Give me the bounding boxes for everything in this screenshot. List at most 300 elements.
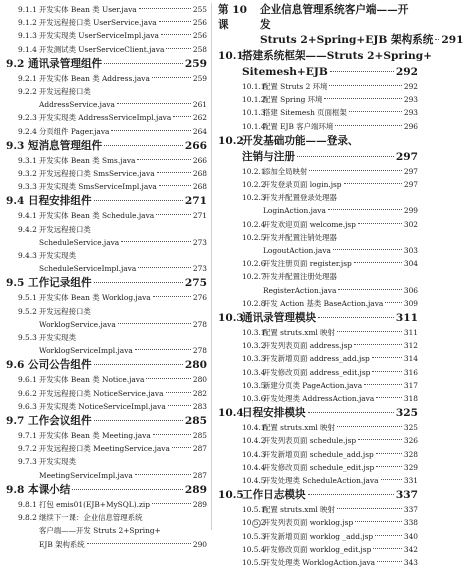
toc-subsection-entry-continued: [218, 204, 418, 217]
toc-leader-dots: [376, 397, 402, 398]
toc-entry-number: 9.6.2: [18, 388, 37, 398]
toc-page-number: 271: [192, 211, 207, 221]
toc-page-number: 259: [184, 57, 207, 70]
toc-entry-number: 10.1.1: [242, 82, 266, 91]
toc-page-number: 262: [192, 113, 207, 123]
toc-entry-number: 10.5.5: [242, 558, 266, 568]
toc-leader-dots: [111, 130, 190, 131]
toc-leader-dots: [138, 267, 191, 268]
toc-page-number: 343: [403, 558, 418, 568]
toc-page-number: 325: [395, 407, 418, 420]
toc-entry-title: 企业信息管理系统客户端——开发: [260, 4, 409, 31]
toc-entry-title: 通讯录管理模块: [242, 312, 317, 325]
toc-leader-dots: [153, 296, 191, 297]
toc-entry-number: 10.2.4: [242, 219, 266, 229]
toc-leader-dots: [324, 98, 401, 99]
toc-entry-number: 9.3.2: [18, 169, 37, 179]
toc-entry-number: 10.4.5: [242, 476, 266, 486]
toc-leader-dots: [172, 447, 191, 448]
toc-section-entry: [6, 357, 207, 373]
toc-chapter-entry: [218, 3, 418, 33]
toc-page-number: 304: [403, 259, 418, 269]
toc-entry-number: 10.3.5: [242, 380, 266, 390]
toc-entry-number: 10.4.1: [242, 423, 266, 433]
toc-entry-title: 开发实体 Bean 类 Worklog.java: [39, 293, 151, 303]
toc-section-entry: [218, 133, 418, 149]
toc-page-number: 278: [192, 346, 207, 356]
toc-entry-title: 开发修改页面 address_edit.jsp: [263, 367, 371, 377]
toc-entry-number: 10.3.6: [242, 394, 266, 404]
toc-entry-number: 9.4.2: [18, 224, 37, 234]
toc-subsection-entry: [218, 120, 418, 133]
toc-entry-title: 工作日志模块: [242, 489, 306, 502]
toc-subsection-entry: [6, 125, 207, 138]
toc-entry-number: 10.5.2: [242, 518, 266, 528]
toc-subsection-entry-continued: [6, 236, 207, 249]
toc-entry-title: MeetingServiceImpl.java: [39, 470, 133, 480]
toc-entry-number: 10.2.5: [242, 232, 266, 242]
toc-leader-dots: [333, 249, 402, 250]
toc-entry-title: LogoutAction.java: [263, 246, 331, 256]
toc-leader-dots: [337, 508, 402, 509]
toc-subsection-entry: [6, 387, 207, 400]
toc-leader-dots: [94, 200, 183, 201]
toc-leader-dots: [104, 145, 183, 146]
toc-page-number: 280: [184, 359, 207, 372]
toc-page-number: 259: [192, 73, 207, 83]
toc-entry-number: 10.3: [218, 312, 244, 325]
toc-page-number: 342: [403, 544, 418, 554]
toc-page-number: 297: [403, 166, 418, 176]
toc-subsection-entry: [6, 400, 207, 413]
toc-entry-number: 10.4.4: [242, 462, 266, 472]
toc-page-number: 268: [192, 182, 207, 192]
toc-entry-number: 9.7: [6, 415, 25, 428]
toc-section-entry: [6, 482, 207, 498]
toc-entry-title: 工作记录组件: [28, 277, 92, 290]
toc-subsection-entry: [6, 154, 207, 167]
toc-entry-title: 开发实体 Bean 类 User.java: [39, 5, 137, 14]
toc-page-number: 266: [192, 155, 207, 165]
toc-entry-number: 9.6: [6, 359, 25, 372]
toc-subsection-entry: [218, 165, 418, 178]
toc-entry-title: 开发并配置注销处理器: [263, 232, 337, 242]
toc-page-number: 261: [192, 100, 207, 110]
toc-subsection-entry: [218, 434, 418, 447]
toc-subsection-entry: [218, 106, 418, 119]
toc-entry-title: 分页组件 Pager.java: [39, 126, 110, 136]
toc-subsection-entry-continued: [218, 284, 418, 297]
toc-entry-number: 10.2.6: [242, 259, 266, 269]
toc-leader-dots: [354, 344, 402, 345]
toc-entry-title: 通讯录管理组件: [28, 57, 103, 70]
toc-page-number: 297: [403, 180, 418, 190]
toc-entry-title: 配置 EJB 客户端环境: [263, 121, 334, 131]
toc-entry-title: 开发列表页面 worklog.jsp: [263, 518, 354, 528]
toc-leader-dots: [358, 223, 402, 224]
toc-leader-dots: [308, 494, 394, 495]
toc-page-number: 312: [403, 341, 418, 351]
toc-subsection-entry: [218, 461, 418, 474]
toc-subsection-entry: [218, 392, 418, 405]
toc-subsection-entry-continued: [6, 524, 207, 537]
toc-entry-title: 开发列表页面 schedule.jsp: [263, 436, 357, 446]
toc-leader-dots: [308, 412, 394, 413]
toc-entry-title: 工作会议组件: [28, 415, 92, 428]
toc-entry-number: 10.5.3: [242, 531, 266, 541]
toc-entry-number: 9.4.1: [18, 211, 37, 221]
toc-entry-number: 10.2.7: [242, 272, 266, 282]
toc-section-entry: [218, 48, 433, 64]
toc-leader-dots: [153, 434, 191, 435]
toc-page-number: 287: [192, 444, 207, 454]
toc-subsection-entry-continued: [6, 538, 207, 551]
toc-entry-number: 10.2.2: [242, 180, 266, 190]
toc-section-entry: [218, 487, 418, 503]
toc-entry-title: 开发修改页面 schedule_edit.jsp: [263, 462, 375, 472]
toc-entry-title: 开发并配置注册处理器: [263, 272, 337, 282]
toc-entry-number: 9.5.2: [18, 306, 37, 316]
toc-entry-number: 10.5.4: [242, 544, 266, 554]
toc-subsection-entry: [6, 3, 207, 16]
toc-subsection-entry: [6, 85, 207, 98]
toc-entry-title: 日程安排组件: [28, 195, 92, 208]
toc-page-number: 309: [403, 298, 418, 308]
toc-page-number: 266: [184, 139, 207, 152]
toc-subsection-entry: [218, 80, 418, 93]
toc-leader-dots: [117, 103, 191, 104]
toc-entry-number: 9.8.2: [18, 513, 37, 523]
toc-entry-title: 开发实体 Bean 类 Schedule.java: [39, 211, 155, 221]
toc-entry-title: 搭建 Sitemesh 页面框架: [263, 108, 347, 118]
toc-leader-dots: [137, 159, 190, 160]
toc-page-number: 285: [184, 415, 207, 428]
toc-leader-dots: [435, 39, 439, 40]
toc-leader-dots: [344, 183, 402, 184]
toc-page-number: 317: [403, 380, 418, 390]
toc-page-number: 268: [192, 169, 207, 179]
toc-entry-title: 开发远程接口类 NoticeService.java: [39, 388, 164, 398]
toc-entry-title: 添加全局映射: [263, 166, 308, 176]
toc-entry-title: 注销与注册: [242, 150, 295, 163]
toc-leader-dots: [338, 289, 402, 290]
toc-entry-number: 10.4.2: [242, 436, 266, 446]
toc-subsection-entry: [6, 442, 207, 455]
toc-subsection-entry: [218, 191, 418, 204]
toc-leader-dots: [385, 302, 402, 303]
toc-leader-dots: [358, 439, 402, 440]
toc-entry-number: 10.3.1: [242, 328, 266, 338]
toc-leader-dots: [159, 185, 191, 186]
toc-subsection-entry: [218, 257, 418, 270]
toc-leader-dots: [104, 63, 183, 64]
toc-page-number: 331: [403, 476, 418, 486]
toc-entry-title: 开发处理类 WorklogAction.java: [263, 558, 376, 568]
toc-entry-title: 本课小结: [28, 483, 71, 496]
toc-subsection-entry: [6, 209, 207, 222]
toc-entry-number: 9.1.3: [18, 31, 37, 41]
toc-page-number: 273: [192, 237, 207, 247]
toc-subsection-entry-continued: [6, 262, 207, 275]
toc-leader-dots: [373, 548, 402, 549]
toc-entry-title: 继续下一课：企业信息管理系统: [39, 513, 143, 523]
toc-column-right: [212, 3, 464, 568]
toc-page-number: 280: [192, 375, 207, 385]
toc-leader-dots: [377, 561, 402, 562]
toc-entry-title: 配置 Struts 2 环境: [263, 82, 328, 91]
toc-entry-number: 第 10 课: [218, 4, 248, 31]
toc-entry-number: 9.2.1: [18, 73, 37, 83]
toc-leader-dots: [87, 543, 191, 544]
toc-leader-dots: [330, 71, 394, 72]
toc-leader-dots: [118, 323, 191, 324]
toc-page-number: 255: [192, 5, 207, 14]
toc-entry-title: 开发实现类 SmsServiceImpl.java: [39, 182, 157, 192]
toc-entry-number: 9.7.1: [18, 431, 37, 441]
toc-leader-dots: [376, 453, 402, 454]
toc-entry-title: 开发 Action 基类 BaseAction.java: [263, 298, 384, 308]
toc-subsection-entry: [218, 421, 418, 434]
toc-entry-number: 9.2.4: [18, 126, 37, 136]
toc-subsection-entry: [218, 543, 418, 556]
toc-entry-number: 9.4.3: [18, 251, 37, 261]
toc-page-number: 337: [395, 489, 418, 502]
toc-page-number: 256: [192, 18, 207, 28]
toc-page-number: 337: [403, 505, 418, 515]
toc-entry-number: 10.5.1: [242, 505, 266, 515]
toc-entry-title: RegisterAction.java: [263, 285, 337, 295]
toc-entry-title: 开发远程接口类: [39, 87, 91, 97]
toc-subsection-entry: [6, 498, 207, 511]
toc-entry-title: 开发处理类 AddressAction.java: [263, 394, 375, 404]
toc-column-left: [6, 3, 212, 549]
toc-entry-number: 9.6.1: [18, 375, 37, 385]
toc-entry-number: 10.1.3: [242, 108, 266, 118]
toc-leader-dots: [318, 317, 394, 318]
toc-entry-title: 开发实体 Bean 类 Address.java: [39, 73, 150, 83]
toc-leader-dots: [152, 77, 191, 78]
toc-entry-number: 9.2.3: [18, 113, 37, 123]
toc-section-entry-continued: [218, 149, 418, 165]
toc-leader-dots: [349, 111, 402, 112]
toc-leader-dots: [157, 172, 191, 173]
toc-subsection-entry: [6, 16, 207, 29]
toc-subsection-entry-continued: [6, 318, 207, 331]
toc-entry-number: 9.8.1: [18, 499, 37, 509]
toc-entry-number: 9.7.2: [18, 444, 37, 454]
toc-entry-title: WorklogServiceImpl.java: [39, 346, 133, 356]
toc-entry-number: 9.6.3: [18, 401, 37, 411]
toc-page-number: 325: [403, 423, 418, 433]
toc-leader-dots: [355, 521, 402, 522]
toc-entry-title: 开发列表页面 address.jsp: [263, 341, 353, 351]
toc-page-number: 278: [192, 319, 207, 329]
toc-subsection-entry: [218, 178, 418, 191]
toc-page-number: 340: [403, 531, 418, 541]
toc-leader-dots: [337, 426, 402, 427]
toc-entry-number: 10.1.4: [242, 121, 266, 131]
toc-page-number: 316: [403, 367, 418, 377]
toc-entry-title: 短消息管理组件: [28, 139, 103, 152]
toc-entry-title: 开发远程接口类 UserService.java: [39, 18, 157, 28]
toc-entry-number: 9.1.4: [18, 44, 37, 54]
toc-entry-number: 9.1.2: [18, 18, 37, 28]
toc-section-entry: [218, 405, 418, 421]
toc-entry-title: ScheduleService.java: [39, 237, 120, 247]
toc-page-number: 292: [403, 82, 418, 91]
toc-page-number: 256: [192, 31, 207, 41]
toc-subsection-entry: [218, 339, 418, 352]
toc-subsection-entry: [6, 331, 207, 344]
toc-leader-dots: [156, 214, 191, 215]
toc-page-number: 303: [403, 246, 418, 256]
toc-leader-dots: [381, 479, 402, 480]
toc-page-number: 258: [192, 44, 207, 54]
toc-page-number: 287: [192, 470, 207, 480]
toc-entry-title: 开发实现类 AddressServiceImpl.java: [39, 113, 172, 123]
toc-entry-number: 9.3.1: [18, 155, 37, 165]
toc-entry-number: 9.2.2: [18, 87, 37, 97]
toc-leader-dots: [139, 8, 191, 9]
toc-subsection-entry: [6, 429, 207, 442]
toc-entry-title: 开发修改页面 worklog_edit.jsp: [263, 544, 372, 554]
toc-page-number: 338: [403, 518, 418, 528]
toc-page-number: 326: [403, 436, 418, 446]
toc-entry-number: 10.1: [218, 50, 244, 62]
toc-leader-dots: [329, 85, 401, 86]
toc-entry-number: 9.8: [6, 483, 25, 496]
toc-subsection-entry: [6, 29, 207, 42]
toc-section-entry: [6, 56, 207, 72]
toc-leader-dots: [135, 349, 191, 350]
toc-leader-dots: [372, 357, 402, 358]
toc-leader-dots: [337, 331, 402, 332]
toc-page-number: 314: [403, 354, 418, 364]
toc-page-number: 276: [192, 293, 207, 303]
toc-subsection-entry: [6, 249, 207, 262]
toc-entry-title: 开发实体 Bean 类 Sms.java: [39, 155, 136, 165]
toc-entry-title: 配置 struts.xml 映射: [263, 505, 335, 515]
toc-leader-dots: [166, 392, 191, 393]
toc-leader-dots: [94, 282, 183, 283]
toc-entry-title: 新建分页类 PageAction.java: [263, 380, 363, 390]
toc-leader-dots: [297, 156, 394, 157]
toc-subsection-entry: [218, 556, 418, 569]
toc-section-entry: [6, 275, 207, 291]
toc-leader-dots: [94, 420, 183, 421]
toc-subsection-entry: [218, 297, 418, 310]
toc-subsection-entry-continued: [6, 98, 207, 111]
toc-page-number: 273: [192, 264, 207, 274]
toc-leader-dots: [309, 170, 402, 171]
toc-page-number: 289: [184, 483, 207, 496]
toc-page-number: 318: [403, 394, 418, 404]
toc-section-entry: [218, 310, 418, 326]
toc-subsection-entry: [6, 223, 207, 236]
toc-entry-number: 9.3: [6, 139, 25, 152]
toc-page-number: 302: [403, 219, 418, 229]
toc-subsection-entry: [6, 455, 207, 468]
toc-chapter-entry-continued: [218, 33, 464, 48]
toc-page-number: 299: [403, 206, 418, 216]
toc-leader-dots: [152, 503, 191, 504]
toc-entry-title: 开发注册页面 register.jsp: [263, 259, 352, 269]
toc-leader-dots: [121, 241, 191, 242]
toc-entry-title: 开发远程接口类: [39, 224, 91, 234]
toc-entry-number: 9.4: [6, 195, 25, 208]
toc-subsection-entry: [218, 326, 418, 339]
toc-page-number: 283: [192, 401, 207, 411]
toc-entry-title: ScheduleServiceImpl.java: [39, 264, 137, 274]
toc-page-number: 290: [192, 539, 207, 549]
toc-entry-number: 10.2.8: [242, 298, 266, 308]
toc-leader-dots: [354, 262, 402, 263]
toc-entry-number: 9.1.1: [18, 5, 37, 14]
toc-leader-dots: [335, 125, 402, 126]
toc-leader-dots: [173, 116, 191, 117]
toc-leader-dots: [161, 34, 191, 35]
toc-entry-title: 开发实体 Bean 类 Notice.java: [39, 375, 145, 385]
toc-entry-title: Struts 2+Spring+EJB 架构系统: [260, 34, 434, 46]
toc-page-number: 282: [192, 388, 207, 398]
toc-entry-number: 10.4: [218, 407, 244, 420]
toc-leader-dots: [159, 21, 191, 22]
toc-entry-number: 10.3.3: [242, 354, 266, 364]
toc-entry-title: 开发登录页面 login.jsp: [263, 180, 342, 190]
toc-entry-title: 开发并配置登录处理器: [263, 193, 337, 203]
toc-section-entry: [6, 193, 207, 209]
toc-subsection-entry: [6, 43, 207, 56]
toc-section-entry-continued: [218, 64, 418, 80]
toc-entry-title: LoginAction.java: [263, 206, 326, 216]
toc-entry-number: 9.5.1: [18, 293, 37, 303]
toc-leader-dots: [372, 371, 402, 372]
toc-entry-title: 公司公告组件: [28, 359, 92, 372]
toc-subsection-entry: [218, 93, 418, 106]
toc-entry-number: 10.3.4: [242, 367, 266, 377]
toc-subsection-entry: [6, 111, 207, 124]
toc-subsection-entry: [218, 352, 418, 365]
toc-entry-title: 配置 Spring 环境: [263, 95, 323, 105]
toc-entry-number: 10.2: [218, 134, 244, 147]
toc-subsection-entry: [218, 270, 418, 283]
toc-leader-dots: [375, 535, 402, 536]
toc-leader-dots: [135, 474, 191, 475]
toc-leader-dots: [364, 384, 402, 385]
toc-entry-title: 开发基础功能——登录、: [242, 134, 359, 147]
toc-entry-title: 开发测试类 UserServiceClient.java: [39, 44, 165, 54]
toc-page-number: 285: [192, 431, 207, 441]
toc-entry-title: 开发实现类: [39, 333, 76, 343]
toc-subsection-entry-continued: [218, 244, 418, 257]
toc-entry-title: 开发处理类 ScheduleAction.java: [263, 476, 379, 486]
toc-subsection-entry: [6, 511, 207, 524]
toc-subsection-entry: [6, 180, 207, 193]
toc-entry-title: AddressService.java: [39, 100, 115, 110]
toc-entry-title: 开发远程接口类: [39, 306, 91, 316]
toc-leader-dots: [376, 466, 402, 467]
toc-page-number: 296: [403, 121, 418, 131]
toc-entry-title: 打包 emis01(EJB+MySQL).zip: [39, 499, 150, 509]
toc-leader-dots: [166, 48, 191, 49]
toc-entry-number: 10.4.3: [242, 449, 266, 459]
toc-subsection-entry: [218, 231, 418, 244]
toc-page-number: 293: [403, 95, 418, 105]
toc-section-entry: [6, 138, 207, 154]
toc-page-number: 329: [403, 462, 418, 472]
toc-entry-title: 搭建系统框架——Struts 2+Spring+: [242, 50, 433, 62]
toc-leader-dots: [72, 489, 183, 490]
